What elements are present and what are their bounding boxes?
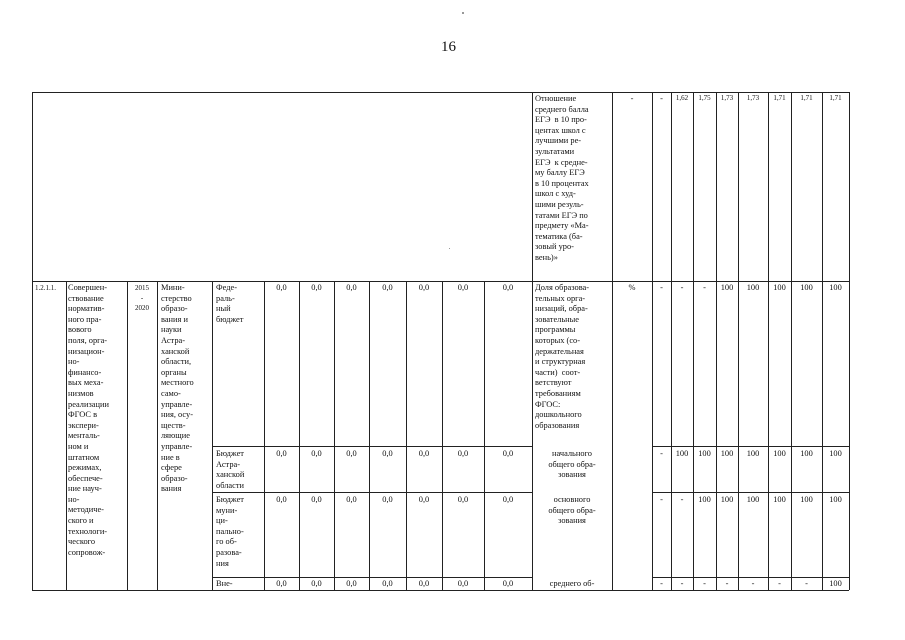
value-cell: 1,75 [698,94,711,102]
amount-cell: 0,0 [346,495,357,504]
value-cell: 1,62 [675,94,689,102]
funding-source: Вне- [216,579,233,588]
amount-cell: 0,0 [311,495,322,504]
table-rule [671,92,672,590]
amount-cell: 0,0 [346,283,357,292]
unit-cell: - [630,94,634,103]
value-cell: 100 [746,283,760,292]
scan-speck [449,248,450,249]
value-cell: 100 [698,495,711,504]
value-cell: - [725,579,729,588]
value-cell: 100 [720,449,734,458]
value-cell: 100 [720,283,734,292]
amount-cell: 0,0 [502,283,514,292]
table-rule [822,92,823,590]
indicator-name: Отношение среднего балла ЕГЭ в 10 про- центах школ с лучшими ре- зультатами ЕГЭ к средне- му баллу ЕГЭ в 10 процентах школ с худ- шими резуль- татами ЕГЭ по предмету «Ма- тематика (ба- зовый уро- вень)» [535,94,589,262]
table-rule [693,92,694,590]
amount-cell: 0,0 [382,579,393,588]
activity-period: 2015 - 2020 [135,284,149,312]
value-cell: 100 [800,495,813,504]
amount-cell: 0,0 [276,579,287,588]
table-rule [652,446,849,447]
table-rule [127,281,128,590]
table-rule [768,92,769,590]
value-cell: 100 [698,449,711,458]
value-cell: - [660,94,663,103]
amount-cell: 0,0 [418,449,430,458]
amount-cell: 0,0 [418,579,430,588]
table-rule [791,92,792,590]
table-rule [334,281,335,590]
value-cell: 100 [829,283,842,292]
amount-cell: 0,0 [418,495,430,504]
table-rule [32,281,849,282]
amount-cell: 0,0 [502,579,514,588]
amount-cell: 0,0 [382,495,393,504]
funding-source: Бюджет муни- ци- пально- го об- разова- ния [216,495,244,568]
value-cell: 100 [675,449,689,458]
page-number: 16 [441,39,456,55]
table-rule [299,281,300,590]
funding-source: Феде- раль- ный бюджет [216,283,244,324]
value-cell: - [680,495,684,504]
value-cell: - [703,283,706,292]
table-rule [716,92,717,590]
value-cell: - [703,579,706,588]
scan-speck [462,12,464,14]
table-rule [442,281,443,590]
indicator-name: Доля образова- тельных орга- низаций, обра- зовательные программы которых (со- держательная и структурная части) соот- ветствуют требованиям ФГОС: дошкольного образования [535,283,590,430]
value-cell: 100 [800,449,813,458]
amount-cell: 0,0 [502,449,514,458]
amount-cell: 0,0 [457,495,469,504]
value-cell: 100 [829,449,842,458]
unit-cell: % [628,283,636,292]
table-rule [66,281,67,590]
indicator-name: основного общего обра- зования [548,495,596,526]
value-cell: 1,73 [720,94,734,102]
value-cell: 100 [773,449,786,458]
value-cell: - [778,579,781,588]
table-rule [652,577,849,578]
value-cell: 1,71 [773,94,786,102]
amount-cell: 0,0 [276,495,287,504]
amount-cell: 0,0 [382,449,393,458]
amount-cell: 0,0 [346,579,357,588]
value-cell: - [660,579,663,588]
indicator-name: начального общего обра- зования [548,449,596,480]
value-cell: 100 [773,283,786,292]
amount-cell: 0,0 [311,449,322,458]
table-rule [32,590,849,591]
table-rule [652,492,849,493]
amount-cell: 0,0 [311,283,322,292]
table-rule [738,92,739,590]
value-cell: 100 [720,495,734,504]
value-cell: 100 [829,495,842,504]
indicator-name: среднего об- [549,579,595,588]
amount-cell: 0,0 [457,579,469,588]
table-rule [849,92,850,590]
value-cell: - [751,579,755,588]
activity-number: 1.2.1.1. [35,284,56,292]
table-rule [212,281,213,590]
amount-cell: 0,0 [346,449,357,458]
table-rule [612,92,613,590]
value-cell: 100 [773,495,786,504]
amount-cell: 0,0 [311,579,322,588]
table-rule [369,281,370,590]
funding-source: Бюджет Астра- ханской области [216,449,245,490]
activity-name: Совершен- ствование норматив- ного пра- вового поля, орга- низацион- но- финансо- вых меха- низмов реализации ФГОС в экспери- менталь- ном и штатном режимах, обеспече- ние науч- но- методиче- ского и технологи- ческого сопровож- [68,283,109,557]
value-cell: 1,71 [800,94,813,102]
table-rule [652,92,653,590]
activity-executor: Мини- стерство образо- вания и науки Астра- ханской области, органы местного само- управле- ния, осу- ществ- ляющие управле- ние в сфере образо- вания [161,283,194,494]
value-cell: - [660,495,663,504]
table-rule [32,92,33,590]
amount-cell: 0,0 [502,495,514,504]
value-cell: - [680,579,684,588]
value-cell: - [660,283,663,292]
table-rule [157,281,158,590]
value-cell: 1,71 [829,94,842,102]
amount-cell: 0,0 [457,283,469,292]
value-cell: 100 [746,449,760,458]
table-rule [264,281,265,590]
value-cell: - [660,449,663,458]
amount-cell: 0,0 [418,283,430,292]
value-cell: 100 [829,579,842,588]
value-cell: 100 [800,283,813,292]
amount-cell: 0,0 [276,283,287,292]
value-cell: 100 [746,495,760,504]
table-rule [406,281,407,590]
value-cell: 1,73 [746,94,760,102]
value-cell: - [680,283,684,292]
table-rule [484,281,485,590]
amount-cell: 0,0 [276,449,287,458]
amount-cell: 0,0 [457,449,469,458]
value-cell: - [805,579,808,588]
amount-cell: 0,0 [382,283,393,292]
